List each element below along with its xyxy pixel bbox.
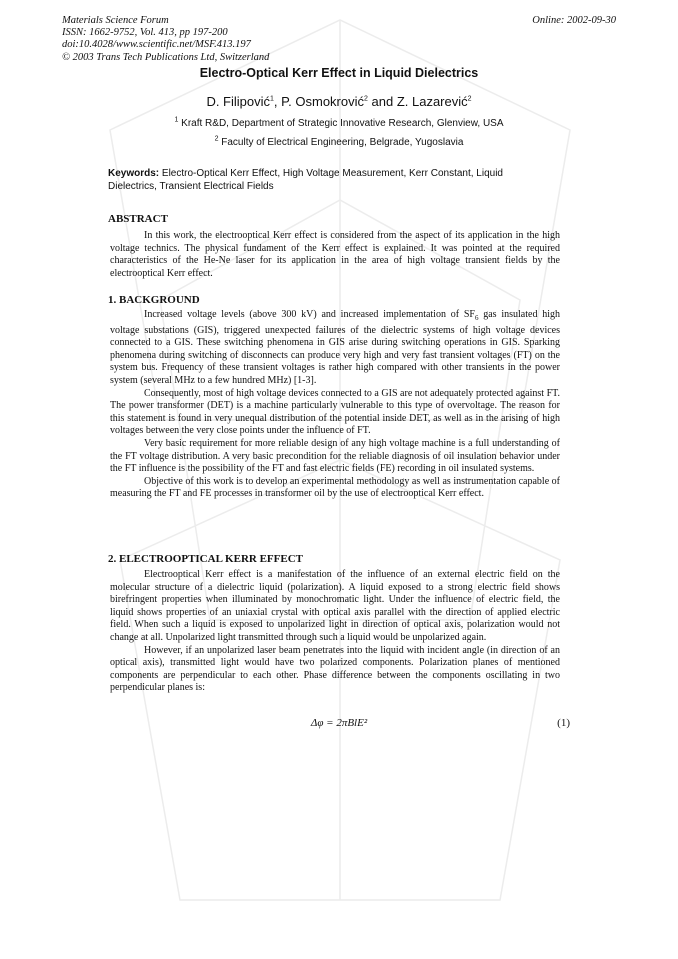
doi-line[interactable]: doi:10.4028/www.scientific.net/MSF.413.197 <box>62 39 251 51</box>
background-body <box>110 309 560 501</box>
author-list <box>0 94 678 109</box>
equation-number: (1) <box>557 717 570 729</box>
issn-line: ISSN: 1662-9752, Vol. 413, pp 197-200 <box>62 27 228 39</box>
background-paragraph-2: Consequently, most of high voltage devices connected to a GIS are not adequately protected against FT. The power transformer (DET) is a machine particularly vulnerable to this type of overvoltage. The reason for this statement is found in very unequal distribution of the potential inside DET, as well as in the arising of high voltages between the very close points under the influence of FT. <box>110 387 560 437</box>
background-paragraph-3: Very basic requirement for more reliable design of any high voltage machine is a full understanding of the FT voltage distribution. A very basic precondition for the reliable diagnosis of oil insulation behavior under the FT influence is the possibility of the FT and fast electric fields (FE) recording in oil insulated systems. <box>110 437 560 475</box>
abstract-heading: ABSTRACT <box>108 213 168 225</box>
keywords <box>108 167 528 193</box>
kerr-paragraph-2: However, if an unpolarized laser beam penetrates into the liquid with incident angle (in direction of an optical axis), transmitted light would have two polarized components. Polarization planes of mentioned components are perpendicular to each other. Phase difference between the components oscillating in two perpendicular planes is: <box>110 644 560 694</box>
kerr-paragraph-1: Electrooptical Kerr effect is a manifestation of the influence of an external electric field on the molecular structure of a dielectric liquid (polarization). A liquid exposed to a strong electric field shows birefringent properties when illuminated by monochromatic light. Under the influence of electric field, the liquid shows properties of an uniaxial crystal with optical axis parallel with the direction of applied electric field. When such a liquid is exposed to unpolarized light in direction of optical axis, polarization would not change at all. Unpolarized light transmitted through such a liquid would be unpolarized again. <box>110 569 560 643</box>
equation-1: Δφ = 2πBlE² <box>310 717 368 729</box>
paper-title: Electro-Optical Kerr Effect in Liquid Dielectrics <box>199 66 479 80</box>
kerr-heading: 2. ELECTROOPTICAL KERR EFFECT <box>108 553 303 565</box>
text-run: Increased voltage levels (above 300 kV) and increased implementation of SF <box>144 309 475 320</box>
keywords-text: Electro-Optical Kerr Effect, High Voltage Measurement, Kerr Constant, Liquid Dielectrics, Transient Electrical Fields <box>108 168 503 192</box>
background-paragraph-4: Objective of this work is to develop an experimental methodology as well as instrumentation capable of measuring the FT and FE processes in transformer oil by the use of electrooptical Kerr effect. <box>110 475 560 500</box>
author-separator: and <box>367 94 397 109</box>
text-run: gas insulated high voltage substations (GIS), triggered unexpected failures of the dielectric systems of high voltage devices connected to a GIS. These switching phenomena in GIS arise during switching operations in GIS. Sparking phenomena during switching of disconnects can produce very high and very fast transient voltages (FT) on the system bus. Frequency of these transient voltages is rather high compared with other transients in the power system (several MHz to a few hundred MHz) [1-3]. <box>110 309 560 386</box>
affiliation-text: Faculty of Electrical Engineering, Belgrade, Yugoslavia <box>221 137 464 148</box>
abstract-body <box>110 230 560 280</box>
author-1-affiliation-mark: 1 <box>270 95 274 103</box>
author-2: P. Osmokrović <box>281 94 364 109</box>
copyright-line: © 2003 Trans Tech Publications Ltd, Switzerland <box>62 51 270 63</box>
affiliation-2 <box>0 137 678 148</box>
journal-name: Materials Science Forum <box>62 15 169 26</box>
keywords-label: Keywords: <box>108 168 160 179</box>
subscript: 6 <box>474 314 479 322</box>
author-1: D. Filipović <box>206 94 271 109</box>
affiliation-mark: 2 <box>214 135 219 143</box>
journal-header <box>62 15 269 64</box>
background-paragraph-1 <box>110 309 560 388</box>
author-separator: , <box>273 94 282 109</box>
author-3: Z. Lazarević <box>396 94 468 109</box>
affiliation-1 <box>0 118 678 129</box>
online-date: Online: 2002-09-30 <box>532 15 616 26</box>
affiliation-mark: 1 <box>174 116 179 124</box>
affiliation-text: Kraft R&D, Department of Strategic Innovative Research, Glenview, USA <box>181 118 504 129</box>
abstract-paragraph: In this work, the electrooptical Kerr effect is considered from the aspect of its application in the high voltage technics. The physical fundament of the Kerr effect is explained. It was pointed at the required characteristics of the He-Ne laser for its application in the area of high voltage transient fields by the electrooptical Kerr effect. <box>110 230 560 279</box>
kerr-body <box>110 569 560 695</box>
author-2-affiliation-mark: 2 <box>364 95 368 103</box>
author-3-affiliation-mark: 2 <box>467 95 472 103</box>
background-heading: 1. BACKGROUND <box>108 294 200 306</box>
